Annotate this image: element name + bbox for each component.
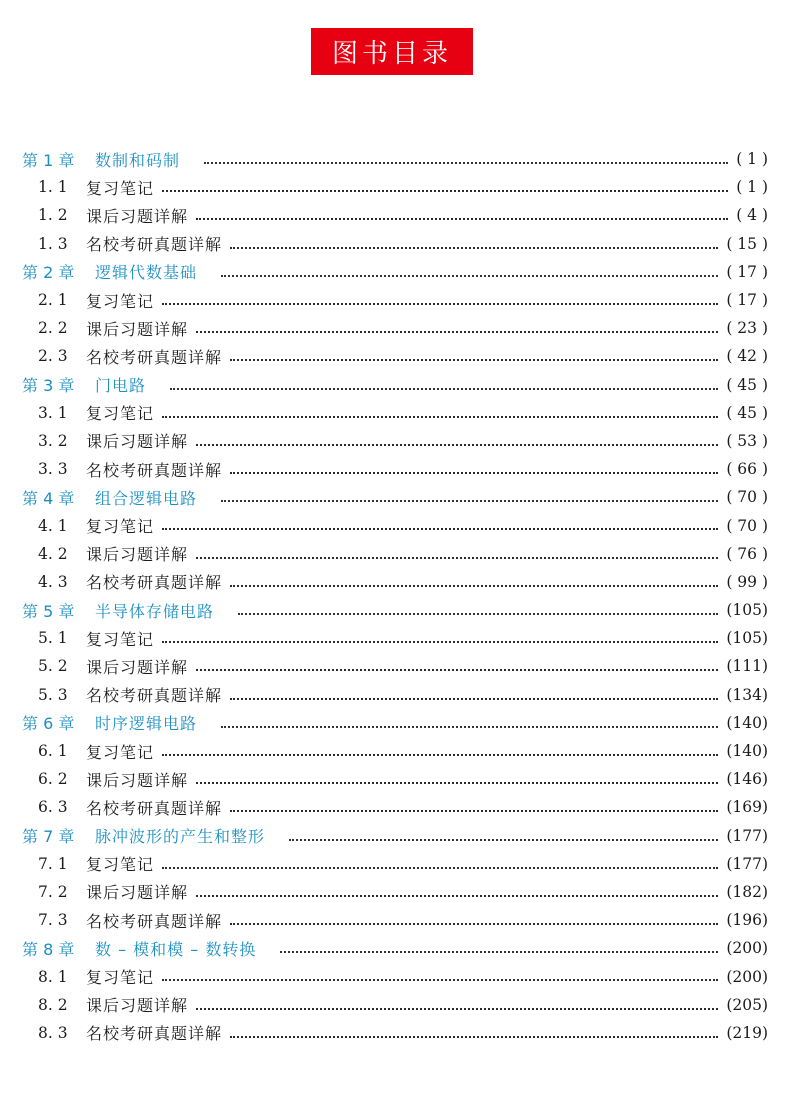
toc-section-row[interactable] [0, 201, 790, 229]
toc-section-row[interactable] [0, 906, 790, 934]
chapter-title: 门电路 [95, 376, 147, 396]
section-title: 课后习题详解 [86, 545, 189, 565]
chapter-number: 第 4 章 [22, 488, 75, 508]
section-title: 课后习题详解 [86, 996, 189, 1016]
toc-section-row[interactable] [0, 455, 790, 483]
dot-leader [196, 331, 718, 333]
toc-chapter-row[interactable] [0, 258, 790, 286]
page-number: ( 45 ) [726, 375, 768, 394]
dot-leader [162, 303, 718, 305]
section-number: 5. 2 [38, 657, 68, 676]
toc-section-row[interactable] [0, 850, 790, 878]
toc-section-row[interactable] [0, 286, 790, 314]
section-title: 名校考研真题详解 [86, 686, 223, 706]
dot-leader [230, 472, 718, 474]
dot-leader [162, 754, 718, 756]
page-number: (182) [726, 882, 768, 901]
toc-chapter-row[interactable] [0, 483, 790, 511]
toc-chapter-row[interactable] [0, 934, 790, 962]
section-title: 复习笔记 [86, 968, 155, 988]
toc-section-row[interactable] [0, 793, 790, 821]
toc-section-row[interactable] [0, 314, 790, 342]
page-number: ( 1 ) [736, 178, 768, 197]
dot-leader [170, 388, 718, 390]
section-number: 6. 2 [38, 770, 68, 789]
chapter-title: 组合逻辑电路 [95, 488, 198, 508]
page-title: 图书目录 [331, 39, 452, 69]
dot-leader [221, 500, 718, 502]
page-number: (177) [726, 854, 768, 873]
chapter-title: 脉冲波形的产生和整形 [95, 827, 266, 847]
dot-leader [196, 218, 728, 220]
page-number: ( 17 ) [726, 291, 768, 310]
chapter-number: 第 2 章 [22, 263, 75, 283]
section-number: 4. 1 [38, 516, 68, 535]
page-number: (105) [726, 629, 768, 648]
page-number: (146) [726, 770, 768, 789]
toc-chapter-row[interactable] [0, 145, 790, 173]
dot-leader [196, 1008, 718, 1010]
dot-leader [230, 247, 718, 249]
page-number: ( 53 ) [726, 431, 768, 450]
dot-leader [204, 162, 728, 164]
chapter-number: 第 6 章 [22, 714, 75, 734]
dot-leader [196, 782, 718, 784]
section-title: 名校考研真题详解 [86, 573, 223, 593]
page-number: ( 1 ) [736, 150, 768, 169]
section-number: 6. 3 [38, 798, 68, 817]
section-number: 8. 1 [38, 967, 68, 986]
dot-leader [221, 726, 718, 728]
toc-section-row[interactable] [0, 173, 790, 201]
page-number: ( 70 ) [726, 488, 768, 507]
section-number: 5. 1 [38, 629, 68, 648]
dot-leader [238, 613, 718, 615]
dot-leader [230, 359, 718, 361]
dot-leader [162, 867, 718, 869]
page-number: (200) [726, 939, 768, 958]
page-number: ( 23 ) [726, 319, 768, 338]
page-number: ( 76 ) [726, 544, 768, 563]
dot-leader [162, 190, 728, 192]
toc-section-row[interactable] [0, 962, 790, 990]
dot-leader [196, 895, 718, 897]
page-number: (140) [726, 713, 768, 732]
dot-leader [162, 641, 718, 643]
section-title: 课后习题详解 [86, 657, 189, 677]
dot-leader [196, 557, 718, 559]
section-title: 名校考研真题详解 [86, 235, 223, 255]
page-number: (196) [726, 911, 768, 930]
section-title: 复习笔记 [86, 291, 155, 311]
section-title: 课后习题详解 [86, 432, 189, 452]
section-number: 1. 1 [38, 178, 68, 197]
section-number: 3. 2 [38, 431, 68, 450]
chapter-number: 第 5 章 [22, 601, 75, 621]
section-title: 名校考研真题详解 [86, 911, 223, 931]
chapter-number: 第 8 章 [22, 939, 75, 959]
section-title: 复习笔记 [86, 629, 155, 649]
section-number: 1. 3 [38, 234, 68, 253]
page-number: (111) [726, 657, 768, 676]
page-number: ( 45 ) [726, 403, 768, 422]
chapter-number: 第 3 章 [22, 376, 75, 396]
toc-chapter-row[interactable] [0, 822, 790, 850]
section-title: 名校考研真题详解 [86, 798, 223, 818]
toc-section-row[interactable] [0, 511, 790, 539]
toc-chapter-row[interactable] [0, 596, 790, 624]
section-title: 复习笔记 [86, 178, 155, 198]
dot-leader [230, 923, 718, 925]
page-number: (134) [726, 685, 768, 704]
table-of-contents [0, 145, 790, 1047]
chapter-title: 半导体存储电路 [95, 601, 215, 621]
toc-section-row[interactable] [0, 624, 790, 652]
section-number: 4. 2 [38, 544, 68, 563]
page-number: ( 15 ) [726, 234, 768, 253]
section-number: 8. 3 [38, 1023, 68, 1042]
page-number: ( 99 ) [726, 572, 768, 591]
section-number: 8. 2 [38, 995, 68, 1014]
section-number: 6. 1 [38, 742, 68, 761]
dot-leader [230, 1036, 718, 1038]
dot-leader [230, 698, 718, 700]
dot-leader [280, 951, 718, 953]
toc-section-row[interactable] [0, 230, 790, 258]
dot-leader [162, 416, 718, 418]
section-number: 7. 1 [38, 854, 68, 873]
chapter-number: 第 7 章 [22, 827, 75, 847]
toc-section-row[interactable] [0, 765, 790, 793]
page-number: ( 70 ) [726, 516, 768, 535]
section-title: 复习笔记 [86, 404, 155, 424]
section-title: 课后习题详解 [86, 883, 189, 903]
section-title: 名校考研真题详解 [86, 460, 223, 480]
section-title: 复习笔记 [86, 517, 155, 537]
section-number: 4. 3 [38, 572, 68, 591]
toc-chapter-row[interactable] [0, 709, 790, 737]
dot-leader [221, 275, 718, 277]
toc-section-row[interactable] [0, 399, 790, 427]
chapter-number: 第 1 章 [22, 150, 75, 170]
toc-section-row[interactable] [0, 568, 790, 596]
section-number: 2. 3 [38, 347, 68, 366]
page-number: ( 4 ) [736, 206, 768, 225]
section-number: 5. 3 [38, 685, 68, 704]
page-number: ( 66 ) [726, 460, 768, 479]
toc-section-row[interactable] [0, 342, 790, 370]
page-number: (200) [726, 967, 768, 986]
dot-leader [289, 839, 718, 841]
page-number: (169) [726, 798, 768, 817]
page-number: ( 17 ) [726, 262, 768, 281]
page-number: (177) [726, 826, 768, 845]
section-title: 课后习题详解 [86, 206, 189, 226]
section-number: 2. 1 [38, 291, 68, 310]
page-number: (205) [726, 995, 768, 1014]
dot-leader [230, 810, 718, 812]
section-number: 1. 2 [38, 206, 68, 225]
dot-leader [196, 444, 718, 446]
toc-section-row[interactable] [0, 681, 790, 709]
dot-leader [230, 585, 718, 587]
dot-leader [162, 979, 718, 981]
chapter-title: 数制和码制 [95, 150, 181, 170]
section-title: 课后习题详解 [86, 770, 189, 790]
toc-section-row[interactable] [0, 1019, 790, 1047]
section-title: 课后习题详解 [86, 319, 189, 339]
section-number: 3. 3 [38, 460, 68, 479]
page-number: (105) [726, 601, 768, 620]
toc-section-row[interactable] [0, 878, 790, 906]
chapter-title: 时序逻辑电路 [95, 714, 198, 734]
toc-chapter-row[interactable] [0, 371, 790, 399]
page-number: ( 42 ) [726, 347, 768, 366]
toc-section-row[interactable] [0, 737, 790, 765]
chapter-title: 逻辑代数基础 [95, 263, 198, 283]
toc-section-row[interactable] [0, 427, 790, 455]
section-number: 2. 2 [38, 319, 68, 338]
section-title: 名校考研真题详解 [86, 1024, 223, 1044]
section-number: 3. 1 [38, 403, 68, 422]
toc-section-row[interactable] [0, 652, 790, 680]
section-title: 名校考研真题详解 [86, 347, 223, 367]
chapter-title: 数 – 模和模 – 数转换 [95, 939, 257, 959]
section-title: 复习笔记 [86, 742, 155, 762]
section-number: 7. 3 [38, 911, 68, 930]
dot-leader [162, 528, 718, 530]
section-number: 7. 2 [38, 882, 68, 901]
dot-leader [196, 669, 718, 671]
page-number: (219) [726, 1023, 768, 1042]
page-title-banner [311, 28, 473, 75]
section-title: 复习笔记 [86, 855, 155, 875]
toc-section-row[interactable] [0, 991, 790, 1019]
toc-section-row[interactable] [0, 540, 790, 568]
page-number: (140) [726, 742, 768, 761]
